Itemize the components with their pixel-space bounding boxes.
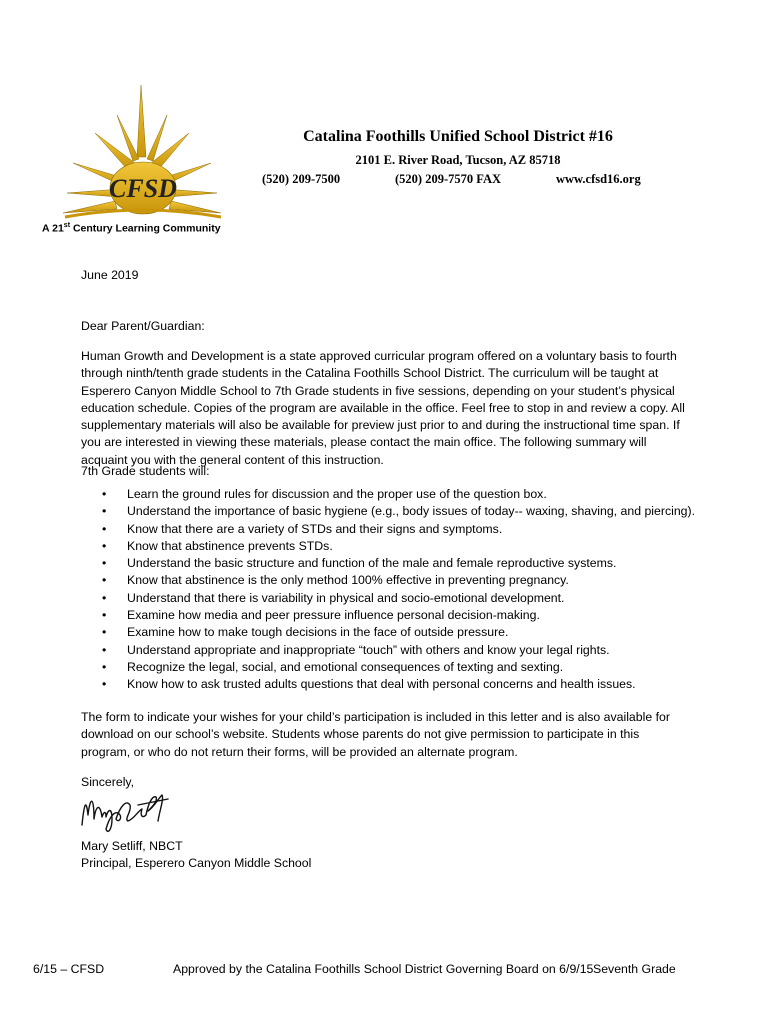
cfsd-logo: [55, 85, 230, 225]
tagline-superscript: st: [63, 222, 71, 229]
list-item: • Know how to ask trusted adults questions that deal with personal concerns and health issues.: [81, 676, 695, 693]
list-item: • Understand the basic structure and function of the male and female reproductive systems.: [81, 555, 695, 572]
list-item: • Examine how media and peer pressure influence personal decision-making.: [81, 607, 695, 624]
tagline-rest: Century Learning Community: [70, 222, 221, 235]
tagline-prefix: A 21: [42, 222, 64, 235]
letter-closing: Sincerely,: [81, 775, 135, 789]
list-intro: 7th Grade students will:: [81, 464, 210, 478]
logo-initials: CFSD: [109, 174, 177, 203]
list-item: • Know that abstinence is the only method 100% effective in preventing pregnancy.: [81, 572, 695, 589]
logo-tagline: [42, 222, 221, 235]
list-item: • Examine how to make tough decisions in the face of outside pressure.: [81, 624, 695, 641]
list-item: • Recognize the legal, social, and emotional consequences of texting and sexting.: [81, 659, 695, 676]
signer-title: Principal, Esperero Canyon Middle School: [81, 856, 312, 870]
district-phone: (520) 209-7500: [262, 172, 341, 186]
letter-date: June 2019: [81, 268, 139, 282]
district-address: 2101 E. River Road, Tucson, AZ 85718: [355, 153, 561, 167]
intro-paragraph: Human Growth and Development is a state approved curricular program offered on a voluntary basis to fourth through ninth/tenth grade students in the Catalina Foothills School District. The curriculum will be taught at Esperero Canyon Middle School to 7th Grade students in five sessions, depending on your student’s physical education schedule. Copies of the program are available in the office. Feel free to stop in and review a copy. All supplementary materials will also be available for preview just prior to and during the instructional time span. If you are interested in viewing these materials, please contact the main office. The following summary will acquaint you with the general content of this instruction.: [81, 349, 685, 467]
learning-objectives-list: [81, 486, 695, 694]
closing-paragraph: The form to indicate your wishes for your child’s participation is included in this letter and is also available for download on our school’s website. Students whose parents do not give permission to participate in this program, or who do not return their forms, will be provided an alternate program.: [81, 710, 670, 759]
footer-grade: Seventh Grade: [593, 962, 676, 976]
list-item: • Understand the importance of basic hygiene (e.g., body issues of today-- waxing, shaving, and piercing).: [81, 503, 695, 520]
handwritten-signature: [78, 785, 178, 840]
list-item: • Know that abstinence prevents STDs.: [81, 538, 695, 555]
district-website: www.cfsd16.org: [556, 172, 641, 186]
footer-left: 6/15 – CFSD: [33, 962, 105, 976]
signer-name: Mary Setliff, NBCT: [81, 839, 183, 853]
letter-salutation: Dear Parent/Guardian:: [81, 319, 205, 333]
list-item: • Know that there are a variety of STDs and their signs and symptoms.: [81, 521, 695, 538]
list-item: • Understand that there is variability in physical and socio-emotional development.: [81, 590, 695, 607]
footer-approval: Approved by the Catalina Foothills School District Governing Board on 6/9/15: [173, 962, 594, 976]
district-fax: (520) 209-7570 FAX: [395, 172, 501, 186]
list-item: • Understand appropriate and inappropriate “touch” with others and know your legal rights.: [81, 642, 695, 659]
district-title: Catalina Foothills Unified School District #16: [303, 128, 613, 145]
list-item: • Learn the ground rules for discussion and the proper use of the question box.: [81, 486, 695, 503]
